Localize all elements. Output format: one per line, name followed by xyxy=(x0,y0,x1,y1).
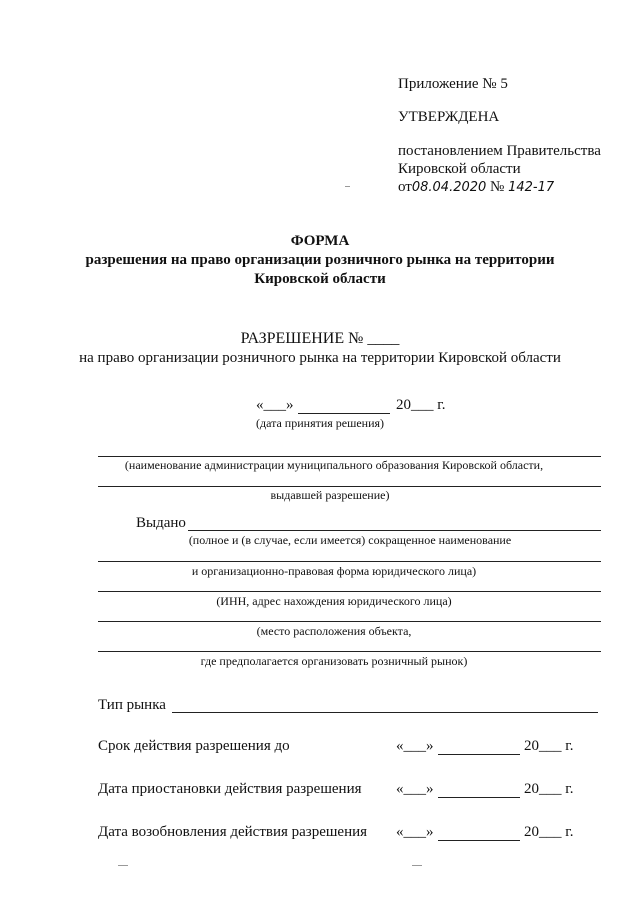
admin-caption-1: (наименование администрации муниципального образования Кировской области, xyxy=(124,458,544,472)
decree-line-1: постановлением Правительства xyxy=(398,143,601,159)
admin-name-line-2 xyxy=(98,486,601,487)
issued-label: Выдано xyxy=(136,515,186,531)
location-caption-1: (место расположения объекта, xyxy=(256,624,412,638)
decree-date-line xyxy=(398,179,554,196)
suspension-day-quote: «___» xyxy=(396,781,434,797)
market-type-line xyxy=(172,712,598,713)
appendix-label: Приложение № 5 xyxy=(398,76,508,92)
decision-date-caption: (дата принятия решения) xyxy=(255,416,385,430)
validity-day-quote: «___» xyxy=(396,738,434,754)
resumption-month-blank xyxy=(438,840,520,841)
validity-month-blank xyxy=(438,754,520,755)
resumption-year: 20___ г. xyxy=(524,824,574,840)
decision-day-quote: «___» xyxy=(256,397,294,413)
permit-subheading: на право организации розничного рынка на территории Кировской области xyxy=(79,350,561,366)
suspension-label: Дата приостановки действия разрешения xyxy=(98,781,362,797)
scan-speck xyxy=(412,865,422,866)
form-title-line-3: Кировской области xyxy=(254,271,386,287)
admin-name-line-1 xyxy=(98,456,601,457)
number-sign: № xyxy=(490,179,505,195)
form-title: ФОРМА xyxy=(290,233,350,249)
suspension-month-blank xyxy=(438,797,520,798)
permit-heading: РАЗРЕШЕНИЕ № ____ xyxy=(240,330,400,347)
form-title-line-2: разрешения на право организации розничного рынка на территории xyxy=(85,252,555,268)
location-line-2 xyxy=(98,651,601,652)
resumption-label: Дата возобновления действия разрешения xyxy=(98,824,368,840)
decision-month-blank xyxy=(298,413,390,414)
handwritten-date: 08.04.2020 xyxy=(411,180,487,195)
admin-caption-2: выдавшей разрешение) xyxy=(270,488,390,502)
legal-form-line xyxy=(98,561,601,562)
scan-speck xyxy=(345,186,350,187)
validity-year: 20___ г. xyxy=(524,738,574,754)
validity-label: Срок действия разрешения до xyxy=(98,738,290,754)
suspension-year: 20___ г. xyxy=(524,781,574,797)
decree-line-2: Кировской области xyxy=(398,161,521,177)
resumption-day-quote: «___» xyxy=(396,824,434,840)
approved-label: УТВЕРЖДЕНА xyxy=(398,109,500,125)
inn-line xyxy=(98,591,601,592)
market-type-label: Тип рынка xyxy=(98,697,166,713)
issued-line xyxy=(188,530,601,531)
location-line-1 xyxy=(98,621,601,622)
scan-speck xyxy=(118,865,128,866)
issued-caption-1: (полное и (в случае, если имеется) сокращенное наименование xyxy=(188,533,512,547)
location-caption-2: где предполагается организовать розничный рынок) xyxy=(200,654,468,668)
decision-year: 20___ г. xyxy=(396,397,446,413)
issued-caption-2: и организационно-правовая форма юридического лица) xyxy=(191,564,477,578)
inn-caption: (ИНН, адрес нахождения юридического лица) xyxy=(216,594,452,608)
handwritten-number: 142-17 xyxy=(508,180,555,195)
date-prefix: от xyxy=(398,179,412,195)
